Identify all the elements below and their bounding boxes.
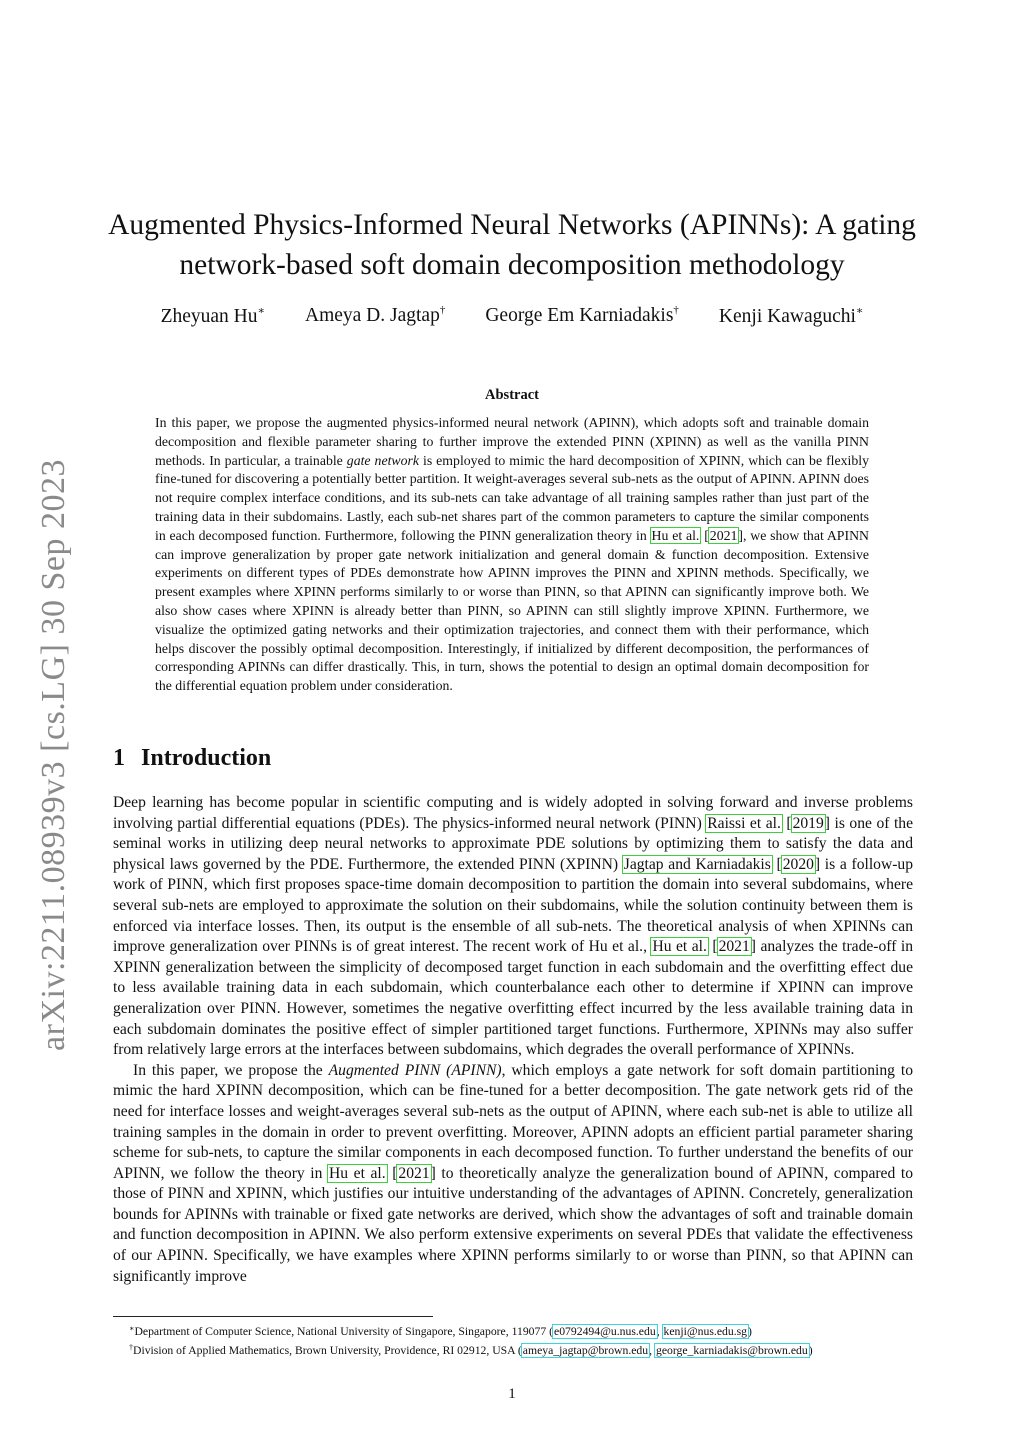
email-link[interactable]: ameya_jagtap@brown.edu: [522, 1344, 649, 1357]
citation-link[interactable]: Hu et al.: [651, 527, 700, 543]
footnote-divider: [113, 1316, 433, 1317]
author: Zheyuan Hu∗: [160, 305, 265, 327]
footnote: ∗Department of Computer Science, National University of Singapore, Singapore, 119077 (e0792494@u.nus.edu, kenji@nus.edu.sg): [129, 1324, 752, 1338]
arxiv-stamp: [28, 455, 80, 1055]
paper-title: [100, 205, 924, 285]
abstract-text: In this paper, we propose the augmented physics-informed neural network (APINN), which adopts soft and trainable domain decomposition and flexible parameter sharing to further improve the extended PINN (XPINN) as well as the vanilla PINN methods. In particular, a trainable gate network is employed to mimic the hard decomposition of XPINN, which can be flexibly fine-tuned for discovering a potentially better partition. It weight-averages several sub-nets as the output of APINN. APINN does not require complex interface conditions, and its sub-nets can take advantage of all training samples rather than just part of the training data in their subdomains. Lastly, each sub-net shares part of the common parameters to capture the similar components in each decomposed function. Furthermore, following the PINN generalization theory in Hu et al. [2021], we show that APINN can improve generalization by proper gate network initialization and general domain & function decomposition. Extensive experiments on different types of PDEs demonstrate how APINN improves the PINN and XPINN methods. Specifically, we present examples where XPINN performs similarly to or worse than PINN, so that APINN can significantly improve both. We also show cases where XPINN is already better than PINN, so APINN can still slightly improve XPINN. Furthermore, we visualize the optimized gating networks and their optimization trajectories, and connect them with their performance, which helps discover the possibly optimal decomposition. Interestingly, if initialized by different decomposition, the performances of corresponding APINNs can differ drastically. This, in turn, shows the potential to design an optimal domain decomposition for the differential equation problem under consideration.: [155, 415, 869, 694]
citation-link[interactable]: Raissi et al.: [707, 814, 781, 832]
citation-year-link[interactable]: 2021: [709, 527, 738, 543]
citation-year-link[interactable]: 2021: [718, 938, 750, 956]
footnote: †Division of Applied Mathematics, Brown University, Providence, RI 02912, USA (ameya_jagtap@brown.edu, george_karniadakis@brown.edu): [129, 1343, 813, 1357]
email-link[interactable]: kenji@nus.edu.sg: [663, 1325, 748, 1338]
paragraph: Deep learning has become popular in scientific computing and is widely adopted in solving forward and inverse problems involving partial differential equations (PDEs). The physics-informed neural network (PINN) Raissi et al. [2019] is one of the seminal works in utilizing deep neural networks to approximate PDE solutions by optimizing them to satisfy the data and physical laws governed by the PDE. Furthermore, the extended PINN (XPINN) Jagtap and Karniadakis [2020] is a follow-up work of PINN, which first proposes space-time domain decomposition to partition the domain into several subdomains, where several sub-nets are employed to approximate the solution on their subdomains, while the solution continuity between them is enforced via interface losses. Then, its output is the ensemble of all sub-nets. The theoretical analysis of when XPINNs can improve generalization over PINNs is of great interest. The recent work of Hu et al., Hu et al. [2021] analyzes the trade-off in XPINN generalization between the simplicity of decomposed target function in each subdomain and the overfitting effect due to less available training data in each subdomain, which counterbalance each other to determine if XPINN can improve generalization over PINN. However, sometimes the negative overfitting effect incurred by the less available training data in each subdomain dominates the positive effect of simpler partitioned target functions. Furthermore, XPINNs may also suffer from relatively large errors at the interfaces between subdomains, which degrades the overall performance of XPINNs.: [113, 794, 914, 1059]
citation-year-link[interactable]: 2021: [398, 1164, 430, 1182]
abstract-heading: Abstract: [485, 387, 539, 403]
citation-link[interactable]: Jagtap and Karniadakis: [623, 855, 771, 873]
paragraph: In this paper, we propose the Augmented PINN (APINN), which employs a gate network for soft domain partitioning to mimic the hard XPINN decomposition, which can be fine-tuned for a better decomposition. The gate network gets rid of the need for interface losses and weight-averages several sub-nets as the output of APINN, where each sub-net is able to utilize all training samples in the domain in order to prevent overfitting. Moreover, APINN adopts an efficient partial parameter sharing scheme for sub-nets, to capture the similar components in each decomposed function. To further understand the benefits of our APINN, we follow the theory in Hu et al. [2021] to theoretically analyze the generalization bound of APINN, compared to those of PINN and XPINN, which justifies our intuitive understanding of the advantages of APINN. Concretely, generalization bounds for APINNs with trainable or fixed gate networks are derived, which show the advantages of soft and trainable domain and function decomposition in APINN. We also perform extensive experiments on several PDEs that validate the effectiveness of our APINN. Specifically, we have examples where XPINN performs similarly to or worse than PINN, so that APINN can significantly improve: [113, 1061, 913, 1285]
author: Kenji Kawaguchi∗: [718, 305, 864, 327]
citation-link[interactable]: Hu et al.: [652, 938, 707, 956]
title-line-1: Augmented Physics-Informed Neural Networks (APINNs): A gating: [108, 209, 916, 241]
author: George Em Karniadakis†: [485, 304, 679, 326]
page-number: 1: [508, 1386, 516, 1402]
citation-year-link[interactable]: 2020: [782, 855, 814, 873]
section-heading: 1 Introduction: [113, 745, 272, 771]
body-text: [113, 793, 913, 1287]
author-list: [110, 304, 914, 328]
citation-link[interactable]: Hu et al.: [329, 1164, 386, 1182]
arxiv-id: arXiv:2211.08939v3 [cs.LG] 30 Sep 2023: [35, 459, 73, 1051]
email-link[interactable]: george_karniadakis@brown.edu: [655, 1344, 808, 1357]
footnotes: [113, 1321, 924, 1359]
title-line-2: network-based soft domain decomposition methodology: [179, 249, 845, 281]
email-link[interactable]: e0792494@u.nus.edu: [554, 1325, 656, 1338]
citation-year-link[interactable]: 2019: [792, 814, 824, 832]
author: Ameya D. Jagtap†: [305, 304, 446, 326]
